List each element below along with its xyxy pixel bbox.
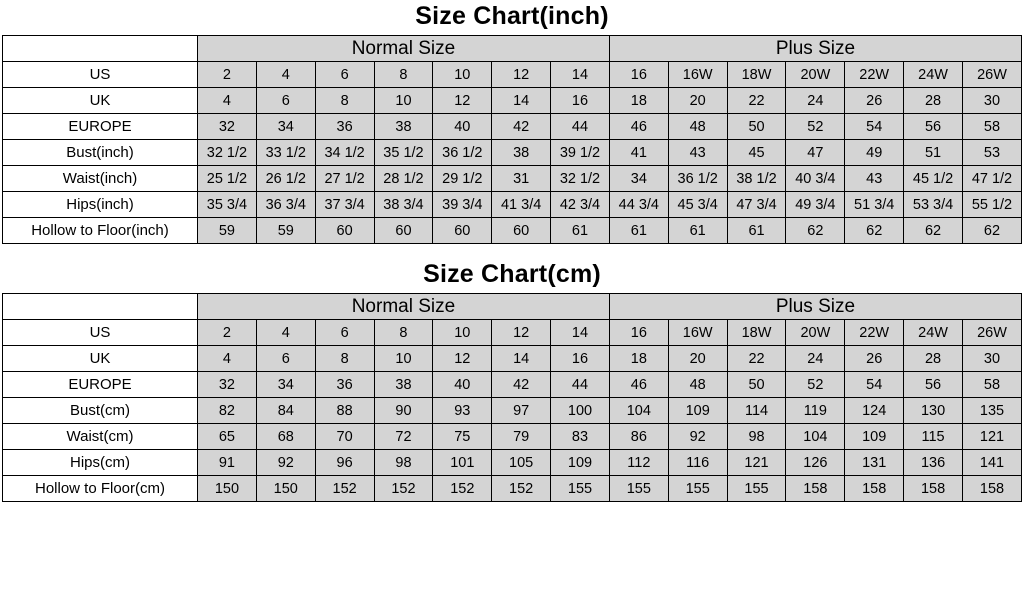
- table-cell: 109: [551, 450, 610, 476]
- table-cell: 26: [845, 88, 904, 114]
- table-cell: 14: [492, 88, 551, 114]
- chart-title: Size Chart(cm): [423, 260, 601, 288]
- table-cell: 97: [492, 398, 551, 424]
- table-row: [3, 192, 1022, 218]
- table-cell: 38 1/2: [727, 166, 786, 192]
- table-cell: 41: [609, 140, 668, 166]
- table-corner-cell: [3, 294, 198, 320]
- table-cell: 44: [551, 114, 610, 140]
- table-cell: 70: [315, 424, 374, 450]
- table-cell: 40: [433, 114, 492, 140]
- table-cell: 42 3/4: [551, 192, 610, 218]
- table-cell: 34: [256, 114, 315, 140]
- table-cell: 88: [315, 398, 374, 424]
- table-row: [3, 166, 1022, 192]
- table-cell: 43: [845, 166, 904, 192]
- table-cell: 86: [609, 424, 668, 450]
- table-cell: 14: [551, 62, 610, 88]
- table-cell: 48: [668, 114, 727, 140]
- table-cell: 53 3/4: [904, 192, 963, 218]
- table-cell: 10: [433, 320, 492, 346]
- table-cell: 10: [374, 88, 433, 114]
- table-cell: 28: [904, 346, 963, 372]
- size-table: [2, 293, 1022, 502]
- table-corner-cell: [3, 36, 198, 62]
- table-cell: 56: [904, 372, 963, 398]
- table-cell: 38 3/4: [374, 192, 433, 218]
- table-cell: 79: [492, 424, 551, 450]
- row-label: Bust(cm): [3, 398, 198, 424]
- table-cell: 20W: [786, 62, 845, 88]
- table-cell: 36: [315, 372, 374, 398]
- size-table: [2, 35, 1022, 244]
- table-cell: 32: [198, 114, 257, 140]
- table-cell: 58: [962, 372, 1021, 398]
- table-cell: 109: [668, 398, 727, 424]
- table-cell: 60: [315, 218, 374, 244]
- row-label: UK: [3, 346, 198, 372]
- table-cell: 10: [433, 62, 492, 88]
- table-cell: 41 3/4: [492, 192, 551, 218]
- table-cell: 75: [433, 424, 492, 450]
- table-group-header-row: [3, 36, 1022, 62]
- table-cell: 4: [198, 346, 257, 372]
- table-cell: 96: [315, 450, 374, 476]
- table-cell: 14: [492, 346, 551, 372]
- table-cell: 14: [551, 320, 610, 346]
- table-cell: 45 3/4: [668, 192, 727, 218]
- table-cell: 116: [668, 450, 727, 476]
- table-cell: 16: [609, 62, 668, 88]
- table-cell: 47 3/4: [727, 192, 786, 218]
- table-row: [3, 450, 1022, 476]
- table-cell: 158: [962, 476, 1021, 502]
- table-cell: 109: [845, 424, 904, 450]
- table-cell: 48: [668, 372, 727, 398]
- row-label: EUROPE: [3, 114, 198, 140]
- table-cell: 6: [256, 346, 315, 372]
- table-cell: 12: [433, 346, 492, 372]
- table-cell: 121: [962, 424, 1021, 450]
- table-cell: 114: [727, 398, 786, 424]
- group-header-normal-size: Normal Size: [198, 294, 610, 320]
- table-cell: 45 1/2: [904, 166, 963, 192]
- table-cell: 60: [492, 218, 551, 244]
- table-cell: 100: [551, 398, 610, 424]
- table-cell: 104: [609, 398, 668, 424]
- table-cell: 6: [315, 62, 374, 88]
- table-cell: 49: [845, 140, 904, 166]
- table-cell: 84: [256, 398, 315, 424]
- table-cell: 46: [609, 372, 668, 398]
- table-cell: 52: [786, 372, 845, 398]
- row-label: Waist(cm): [3, 424, 198, 450]
- group-header-normal-size: Normal Size: [198, 36, 610, 62]
- table-cell: 51: [904, 140, 963, 166]
- table-cell: 60: [374, 218, 433, 244]
- table-cell: 52: [786, 114, 845, 140]
- table-cell: 136: [904, 450, 963, 476]
- table-cell: 25 1/2: [198, 166, 257, 192]
- table-cell: 91: [198, 450, 257, 476]
- table-row: [3, 140, 1022, 166]
- table-cell: 22W: [845, 320, 904, 346]
- table-cell: 28: [904, 88, 963, 114]
- table-cell: 152: [374, 476, 433, 502]
- table-cell: 158: [904, 476, 963, 502]
- table-cell: 4: [198, 88, 257, 114]
- table-cell: 27 1/2: [315, 166, 374, 192]
- table-row: [3, 320, 1022, 346]
- table-cell: 35 1/2: [374, 140, 433, 166]
- table-cell: 44 3/4: [609, 192, 668, 218]
- table-cell: 42: [492, 372, 551, 398]
- table-row: [3, 88, 1022, 114]
- table-cell: 152: [433, 476, 492, 502]
- table-cell: 49 3/4: [786, 192, 845, 218]
- group-header-plus-size: Plus Size: [609, 294, 1021, 320]
- table-cell: 126: [786, 450, 845, 476]
- table-cell: 38: [492, 140, 551, 166]
- row-label: Hollow to Floor(inch): [3, 218, 198, 244]
- table-cell: 42: [492, 114, 551, 140]
- table-group-header-row: [3, 294, 1022, 320]
- table-cell: 43: [668, 140, 727, 166]
- table-cell: 51 3/4: [845, 192, 904, 218]
- table-cell: 50: [727, 114, 786, 140]
- table-cell: 20W: [786, 320, 845, 346]
- table-cell: 54: [845, 372, 904, 398]
- table-cell: 29 1/2: [433, 166, 492, 192]
- table-cell: 105: [492, 450, 551, 476]
- row-label: Waist(inch): [3, 166, 198, 192]
- table-cell: 53: [962, 140, 1021, 166]
- row-label: Hips(cm): [3, 450, 198, 476]
- table-row: [3, 372, 1022, 398]
- table-row: [3, 114, 1022, 140]
- table-cell: 46: [609, 114, 668, 140]
- table-cell: 56: [904, 114, 963, 140]
- table-cell: 130: [904, 398, 963, 424]
- table-cell: 12: [492, 320, 551, 346]
- table-cell: 39 1/2: [551, 140, 610, 166]
- table-cell: 8: [315, 88, 374, 114]
- table-cell: 62: [904, 218, 963, 244]
- row-label: EUROPE: [3, 372, 198, 398]
- group-header-plus-size: Plus Size: [609, 36, 1021, 62]
- size-chart-block: [0, 258, 1024, 502]
- table-cell: 16W: [668, 320, 727, 346]
- row-label: Hips(inch): [3, 192, 198, 218]
- table-cell: 141: [962, 450, 1021, 476]
- table-cell: 152: [315, 476, 374, 502]
- table-cell: 32: [198, 372, 257, 398]
- table-cell: 61: [668, 218, 727, 244]
- table-cell: 61: [551, 218, 610, 244]
- table-cell: 36: [315, 114, 374, 140]
- table-cell: 34 1/2: [315, 140, 374, 166]
- table-cell: 36 1/2: [668, 166, 727, 192]
- table-cell: 82: [198, 398, 257, 424]
- table-cell: 58: [962, 114, 1021, 140]
- table-cell: 72: [374, 424, 433, 450]
- table-cell: 2: [198, 320, 257, 346]
- table-cell: 8: [374, 320, 433, 346]
- table-row: [3, 476, 1022, 502]
- table-cell: 24: [786, 88, 845, 114]
- table-cell: 22: [727, 88, 786, 114]
- table-cell: 155: [727, 476, 786, 502]
- table-cell: 83: [551, 424, 610, 450]
- table-cell: 6: [315, 320, 374, 346]
- row-label: Hollow to Floor(cm): [3, 476, 198, 502]
- section-divider: [0, 244, 1024, 258]
- table-cell: 119: [786, 398, 845, 424]
- table-cell: 22: [727, 346, 786, 372]
- table-cell: 38: [374, 114, 433, 140]
- table-cell: 2: [198, 62, 257, 88]
- table-cell: 124: [845, 398, 904, 424]
- table-cell: 40 3/4: [786, 166, 845, 192]
- table-cell: 34: [609, 166, 668, 192]
- table-cell: 150: [256, 476, 315, 502]
- table-cell: 24W: [904, 320, 963, 346]
- table-cell: 32 1/2: [198, 140, 257, 166]
- table-cell: 155: [551, 476, 610, 502]
- table-cell: 31: [492, 166, 551, 192]
- table-cell: 65: [198, 424, 257, 450]
- table-cell: 18: [609, 88, 668, 114]
- table-cell: 20: [668, 346, 727, 372]
- table-cell: 26W: [962, 62, 1021, 88]
- table-cell: 47: [786, 140, 845, 166]
- table-cell: 55 1/2: [962, 192, 1021, 218]
- table-cell: 4: [256, 62, 315, 88]
- table-cell: 18W: [727, 320, 786, 346]
- table-cell: 54: [845, 114, 904, 140]
- table-cell: 98: [374, 450, 433, 476]
- table-cell: 8: [315, 346, 374, 372]
- table-cell: 39 3/4: [433, 192, 492, 218]
- table-cell: 62: [845, 218, 904, 244]
- table-cell: 16W: [668, 62, 727, 88]
- table-cell: 50: [727, 372, 786, 398]
- table-cell: 59: [198, 218, 257, 244]
- table-cell: 10: [374, 346, 433, 372]
- table-cell: 92: [256, 450, 315, 476]
- table-cell: 38: [374, 372, 433, 398]
- table-cell: 34: [256, 372, 315, 398]
- table-cell: 26W: [962, 320, 1021, 346]
- table-cell: 40: [433, 372, 492, 398]
- row-label: Bust(inch): [3, 140, 198, 166]
- size-chart-block: [0, 0, 1024, 244]
- table-cell: 155: [668, 476, 727, 502]
- table-cell: 8: [374, 62, 433, 88]
- table-cell: 152: [492, 476, 551, 502]
- table-cell: 30: [962, 88, 1021, 114]
- table-cell: 158: [845, 476, 904, 502]
- table-cell: 92: [668, 424, 727, 450]
- table-cell: 18: [609, 346, 668, 372]
- table-cell: 112: [609, 450, 668, 476]
- table-row: [3, 398, 1022, 424]
- table-cell: 35 3/4: [198, 192, 257, 218]
- table-cell: 24: [786, 346, 845, 372]
- table-cell: 4: [256, 320, 315, 346]
- table-cell: 12: [492, 62, 551, 88]
- table-cell: 16: [551, 346, 610, 372]
- table-cell: 36 3/4: [256, 192, 315, 218]
- table-cell: 6: [256, 88, 315, 114]
- table-cell: 131: [845, 450, 904, 476]
- table-cell: 68: [256, 424, 315, 450]
- table-row: [3, 346, 1022, 372]
- table-cell: 22W: [845, 62, 904, 88]
- table-cell: 47 1/2: [962, 166, 1021, 192]
- table-cell: 98: [727, 424, 786, 450]
- table-cell: 59: [256, 218, 315, 244]
- table-cell: 18W: [727, 62, 786, 88]
- chart-title: Size Chart(inch): [415, 2, 609, 30]
- table-cell: 104: [786, 424, 845, 450]
- table-cell: 135: [962, 398, 1021, 424]
- table-row: [3, 62, 1022, 88]
- table-cell: 16: [551, 88, 610, 114]
- table-row: [3, 424, 1022, 450]
- table-cell: 12: [433, 88, 492, 114]
- table-cell: 158: [786, 476, 845, 502]
- table-cell: 36 1/2: [433, 140, 492, 166]
- table-cell: 26 1/2: [256, 166, 315, 192]
- row-label: US: [3, 62, 198, 88]
- table-cell: 61: [609, 218, 668, 244]
- row-label: UK: [3, 88, 198, 114]
- table-cell: 44: [551, 372, 610, 398]
- table-cell: 37 3/4: [315, 192, 374, 218]
- table-cell: 26: [845, 346, 904, 372]
- table-cell: 24W: [904, 62, 963, 88]
- row-label: US: [3, 320, 198, 346]
- table-cell: 61: [727, 218, 786, 244]
- table-cell: 33 1/2: [256, 140, 315, 166]
- table-cell: 16: [609, 320, 668, 346]
- table-cell: 60: [433, 218, 492, 244]
- table-cell: 30: [962, 346, 1021, 372]
- table-cell: 45: [727, 140, 786, 166]
- table-cell: 28 1/2: [374, 166, 433, 192]
- table-row: [3, 218, 1022, 244]
- table-cell: 90: [374, 398, 433, 424]
- table-cell: 115: [904, 424, 963, 450]
- table-cell: 150: [198, 476, 257, 502]
- table-cell: 20: [668, 88, 727, 114]
- table-cell: 101: [433, 450, 492, 476]
- table-cell: 121: [727, 450, 786, 476]
- table-cell: 62: [962, 218, 1021, 244]
- table-cell: 62: [786, 218, 845, 244]
- table-cell: 155: [609, 476, 668, 502]
- table-cell: 93: [433, 398, 492, 424]
- table-cell: 32 1/2: [551, 166, 610, 192]
